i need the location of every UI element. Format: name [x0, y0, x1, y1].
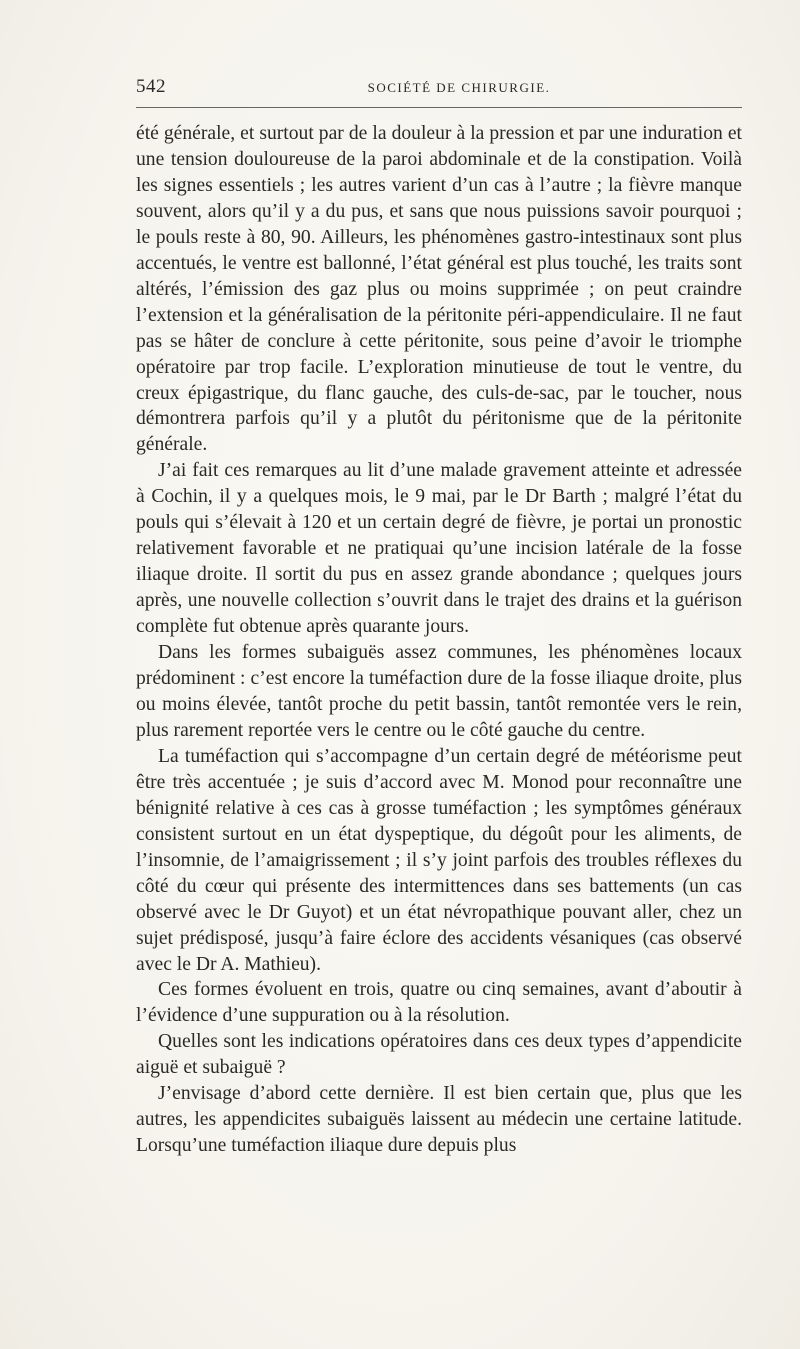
body-text [136, 121, 742, 1159]
page-header [136, 72, 742, 102]
paragraph: J’ai fait ces remarques au lit d’une malade gravement atteinte et adressée à Cochin, il y a quelques mois, le 9 mai, par le Dr Barth ; malgré l’état du pouls qui s’élevait à 120 et un certain degré de fièvre, je portai un pronostic relativement favorable et ne pratiquai qu’une incision latérale de la fosse iliaque droite. Il sortit du pus en assez grande abondance ; quelques jours après, une nouvelle collection s’ouvrit dans le trajet des drains et la guérison complète fut obtenue après quarante jours. [136, 460, 742, 638]
paragraph: La tuméfaction qui s’accompagne d’un certain degré de météorisme peut être très accentuée ; je suis d’accord avec M. Monod pour reconnaître une bénignité relative à ces cas à grosse tuméfaction ; les symptômes généraux consistent surtout en un état dyspeptique, du dégoût pour les aliments, de l’insomnie, de l’amaigrissement ; il s’y joint parfois des troubles réflexes du côté du cœur qui présente des intermittences dans ses battements (un cas observé avec le Dr Guyot) et un état névropathique pouvant aller, chez un sujet prédisposé, jusqu’à faire éclore des accidents vésaniques (cas observé avec le Dr A. Mathieu). [136, 745, 742, 975]
paragraph: Quelles sont les indications opératoires dans ces deux types d’appendicite aiguë et subaiguë ? [136, 1031, 742, 1079]
paragraph: Dans les formes subaiguës assez communes, les phénomènes locaux prédominent : c’est encore la tuméfaction dure de la fosse iliaque droite, plus ou moins élevée, tantôt proche du petit bassin, tantôt remontée vers le rein, plus rarement reportée vers le centre ou le côté gauche du centre. [136, 642, 742, 741]
paragraph: été générale, et surtout par de la douleur à la pression et par une induration et une tension douloureuse de la paroi abdominale et de la constipation. Voilà les signes essentiels ; les autres varient d’un cas à l’autre ; la fièvre manque souvent, alors qu’il y a du pus, et sans que nous puissions savoir pourquoi ; le pouls reste à 80, 90. Ailleurs, les phénomènes gastro-intestinaux sont plus accentués, le ventre est ballonné, l’état général est plus touché, les traits sont altérés, l’émission des gaz plus ou moins supprimée ; on peut craindre l’extension et la généralisation de la péritonite péri-appendiculaire. Il ne faut pas se hâter de conclure à cette péritonite, sous peine d’avoir le triomphe opératoire par trop facile. L’exploration minutieuse de tout le ventre, du creux épigastrique, du flanc gauche, des culs-de-sac, par le toucher, nous démontrera parfois qu’il y a plutôt du péritonisme que de la péritonite générale. [136, 123, 742, 456]
header-rule [136, 107, 742, 108]
running-title: SOCIÉTÉ DE CHIRURGIE. [367, 80, 551, 95]
paragraph: J’envisage d’abord cette dernière. Il est bien certain que, plus que les autres, les appendicites subaiguës laissent au médecin une certaine latitude. Lorsqu’une tuméfaction iliaque dure depuis plus [136, 1083, 742, 1157]
page-number: 542 [136, 76, 166, 97]
paragraph: Ces formes évoluent en trois, quatre ou cinq semaines, avant d’aboutir à l’évidence d’une suppuration ou à la résolution. [136, 979, 742, 1027]
